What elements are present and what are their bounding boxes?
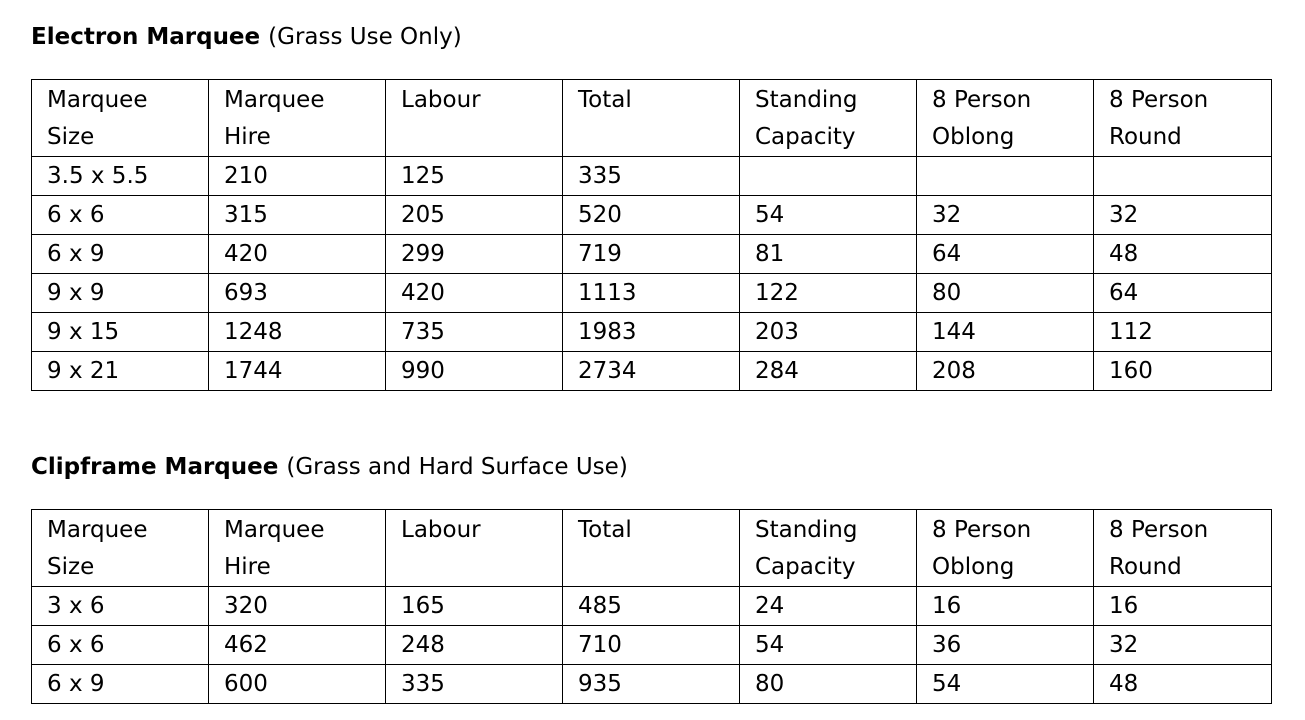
column-header [563, 510, 740, 587]
column-header-line: Size [47, 124, 95, 150]
table-cell: 935 [563, 665, 740, 704]
table-cell: 710 [563, 626, 740, 665]
electron-pricing-table [31, 79, 1272, 391]
column-header-line: Size [47, 554, 95, 580]
column-header-line: Marquee [47, 87, 148, 113]
table-cell: 990 [386, 352, 563, 391]
table-cell: 335 [386, 665, 563, 704]
table-cell: 54 [917, 665, 1094, 704]
table-cell: 203 [740, 313, 917, 352]
column-header-line: 8 Person [1109, 517, 1209, 543]
table-header-row [32, 80, 1272, 157]
table-cell: 315 [209, 196, 386, 235]
column-header-line: Hire [224, 554, 271, 580]
column-header [917, 510, 1094, 587]
table-row [32, 157, 1272, 196]
table-row [32, 587, 1272, 626]
table-cell [740, 157, 917, 196]
column-header [740, 80, 917, 157]
table-cell: 36 [917, 626, 1094, 665]
column-header-line: 8 Person [932, 87, 1032, 113]
table-cell: 160 [1094, 352, 1272, 391]
table-cell: 32 [1094, 626, 1272, 665]
table-cell: 9 x 21 [32, 352, 209, 391]
table-row [32, 313, 1272, 352]
table-cell: 420 [386, 274, 563, 313]
clipframe-pricing-table [31, 509, 1272, 704]
column-header [386, 80, 563, 157]
table-cell: 6 x 9 [32, 235, 209, 274]
table-cell: 719 [563, 235, 740, 274]
column-header-line: Hire [224, 124, 271, 150]
column-header [740, 510, 917, 587]
table-cell: 64 [917, 235, 1094, 274]
table-cell: 9 x 15 [32, 313, 209, 352]
table-cell: 485 [563, 587, 740, 626]
column-header-line: 8 Person [932, 517, 1032, 543]
column-header-line: Marquee [224, 517, 325, 543]
section-title-electron [31, 22, 462, 52]
table-cell: 462 [209, 626, 386, 665]
table-cell: 6 x 6 [32, 626, 209, 665]
table-cell: 112 [1094, 313, 1272, 352]
table-cell: 299 [386, 235, 563, 274]
table-cell: 32 [1094, 196, 1272, 235]
table-cell: 9 x 9 [32, 274, 209, 313]
table-header-row [32, 510, 1272, 587]
column-header-line: Oblong [932, 124, 1015, 150]
table-cell: 600 [209, 665, 386, 704]
column-header-line: Marquee [224, 87, 325, 113]
section-title-bold: Electron Marquee [31, 24, 261, 50]
table-cell: 32 [917, 196, 1094, 235]
column-header [917, 80, 1094, 157]
table-cell: 125 [386, 157, 563, 196]
table-cell: 1113 [563, 274, 740, 313]
table-cell: 248 [386, 626, 563, 665]
table-cell: 165 [386, 587, 563, 626]
column-header-line: Total [578, 517, 632, 543]
table-cell: 735 [386, 313, 563, 352]
table-cell [917, 157, 1094, 196]
table-cell: 16 [1094, 587, 1272, 626]
table-cell: 208 [917, 352, 1094, 391]
table-cell: 335 [563, 157, 740, 196]
section-title-subtitle: (Grass and Hard Surface Use) [286, 454, 628, 480]
table-cell: 6 x 6 [32, 196, 209, 235]
table-row [32, 352, 1272, 391]
section-title-subtitle: (Grass Use Only) [268, 24, 462, 50]
table-cell: 1744 [209, 352, 386, 391]
table-row [32, 665, 1272, 704]
column-header-line: Standing [755, 517, 858, 543]
column-header-line: Marquee [47, 517, 148, 543]
table-cell: 54 [740, 196, 917, 235]
table-cell: 210 [209, 157, 386, 196]
table-cell: 284 [740, 352, 917, 391]
table-row [32, 274, 1272, 313]
table-cell: 3.5 x 5.5 [32, 157, 209, 196]
column-header [32, 510, 209, 587]
column-header-line: Labour [401, 87, 481, 113]
column-header-line: Round [1109, 554, 1182, 580]
column-header-line: Labour [401, 517, 481, 543]
table-cell: 205 [386, 196, 563, 235]
table-cell: 3 x 6 [32, 587, 209, 626]
column-header-line: Standing [755, 87, 858, 113]
column-header-line: 8 Person [1109, 87, 1209, 113]
table-cell: 64 [1094, 274, 1272, 313]
column-header [386, 510, 563, 587]
table-row [32, 196, 1272, 235]
table-cell: 6 x 9 [32, 665, 209, 704]
column-header-line: Oblong [932, 554, 1015, 580]
column-header [32, 80, 209, 157]
table-cell: 520 [563, 196, 740, 235]
table-cell: 122 [740, 274, 917, 313]
column-header [1094, 80, 1272, 157]
table-row [32, 235, 1272, 274]
table-cell: 80 [917, 274, 1094, 313]
table-cell: 48 [1094, 235, 1272, 274]
table-cell: 54 [740, 626, 917, 665]
table-cell: 81 [740, 235, 917, 274]
table-row [32, 626, 1272, 665]
column-header-line: Capacity [755, 124, 856, 150]
table-cell [1094, 157, 1272, 196]
section-title-bold: Clipframe Marquee [31, 454, 279, 480]
section-title-clipframe [31, 452, 628, 482]
column-header [209, 80, 386, 157]
column-header [209, 510, 386, 587]
table-cell: 2734 [563, 352, 740, 391]
table-cell: 16 [917, 587, 1094, 626]
column-header-line: Capacity [755, 554, 856, 580]
table-cell: 1983 [563, 313, 740, 352]
table-cell: 1248 [209, 313, 386, 352]
column-header-line: Round [1109, 124, 1182, 150]
table-cell: 144 [917, 313, 1094, 352]
column-header-line: Total [578, 87, 632, 113]
column-header [1094, 510, 1272, 587]
table-cell: 80 [740, 665, 917, 704]
table-cell: 420 [209, 235, 386, 274]
column-header [563, 80, 740, 157]
table-cell: 320 [209, 587, 386, 626]
table-cell: 48 [1094, 665, 1272, 704]
table-cell: 693 [209, 274, 386, 313]
table-cell: 24 [740, 587, 917, 626]
